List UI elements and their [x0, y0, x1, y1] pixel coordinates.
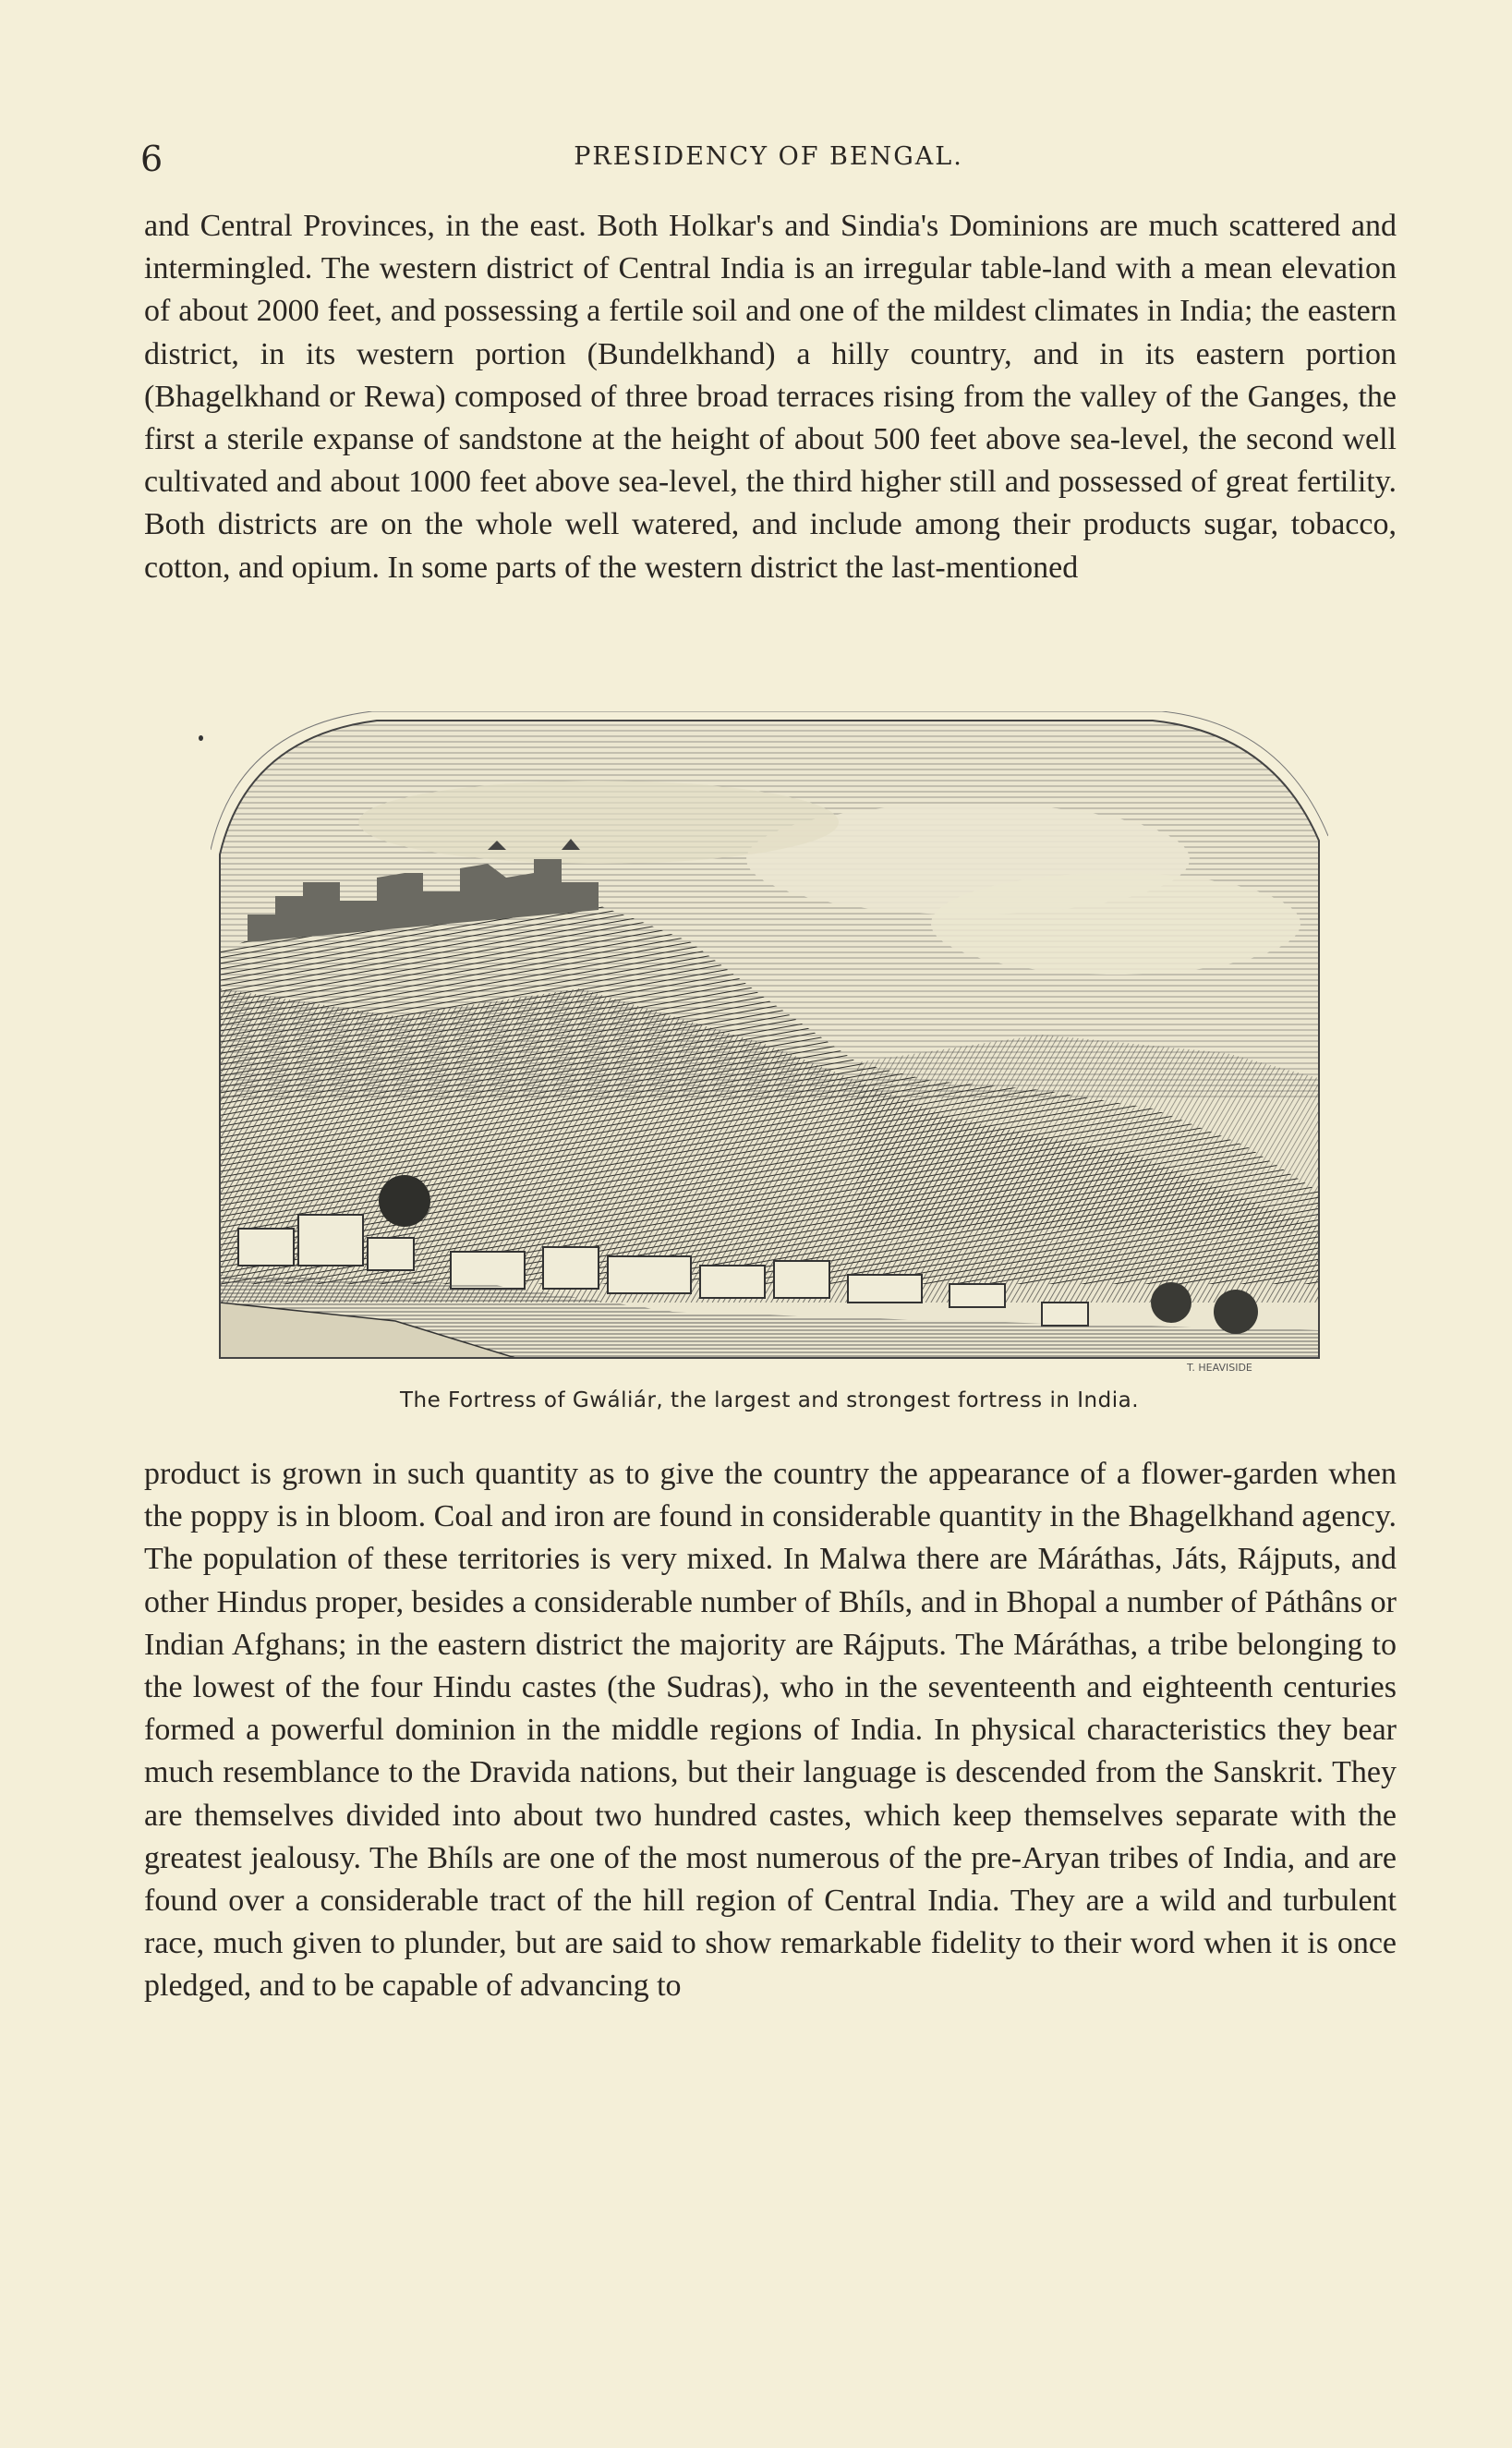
engraver-signature: T. HEAVISIDE [1187, 1362, 1252, 1374]
figure-caption: The Fortress of Gwáliár, the largest and strongest fortress in India. [399, 1388, 1140, 1412]
fortress-engraving [211, 711, 1328, 1381]
running-head: PRESIDENCY OF BENGAL. [574, 142, 963, 171]
page-header [140, 139, 1397, 181]
body-paragraph-2: product is grown in such quantity as to give the country the appearance of a flower-garden when the poppy is in bloom. Coal and iron are found in considerable quantity in the Bhagelkhand agency. The population of these territories is very mixed. In Malwa there are Máráthas, Játs, Rájputs, and other Hindus proper, besides a considerable number of Bhíls, and in Bhopal a number of Páthâns or Indian Afghans; in the eastern district the majority are Rájputs. The Máráthas, a tribe belonging to the lowest of the four Hindu castes (the Sudras), who in the seventeenth and eighteenth centuries formed a powerful dominion in the middle regions of India. In physical characteristics they bear much resemblance to the Dravida nations, but their language is descended from the Sanskrit. They are themselves divided into about two hundred castes, which keep themselves separate with the greatest jealousy. The Bhíls are one of the most numerous of the pre-Aryan tribes of India, and are found over a considerable tract of the hill region of Central India. They are a wild and turbulent race, much given to plunder, but are said to show remarkable fidelity to their word when it is once pledged, and to be capable of advancing to [144, 1457, 1397, 2004]
stray-ink-mark [199, 735, 203, 741]
page-number: 6 [140, 139, 163, 179]
body-paragraph-1: and Central Provinces, in the east. Both Holkar's and Sindia's Dominions are much scattered and intermingled. The western district of Central India is an irregular table-land with a mean elevation of about 2000 feet, and possessing a fertile soil and one of the mildest climates in India; the eastern district, in its western portion (Bundelkhand) a hilly country, and in its eastern portion (Bhagelkhand or Rewa) composed of three broad terraces rising from the valley of the Ganges, the first a sterile expanse of sandstone at the height of about 500 feet above sea-level, the second well cultivated and about 1000 feet above sea-level, the third higher still and possessed of great fertility. Both districts are on the whole well watered, and include among their products sugar, tobacco, cotton, and opium. In some parts of the western district the last-mentioned [144, 209, 1397, 585]
